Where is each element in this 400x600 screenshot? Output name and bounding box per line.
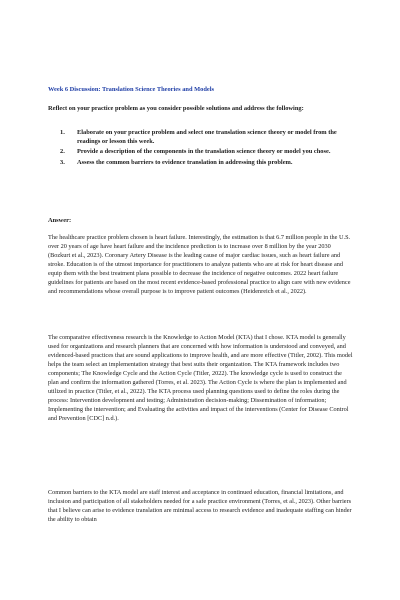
answer-heading: Answer: (48, 217, 72, 224)
list-item-text: Elaborate on your practice problem and select one translation science theory or model from the readings or lesson this week. (77, 129, 337, 146)
list-item (60, 128, 350, 146)
list-item-number: 2. (60, 148, 65, 156)
list-item (60, 158, 350, 167)
answer-paragraph: The healthcare practice problem chosen is heart failure. Interestingly, the estimation is that 6.7 million people in the U.S. over 20 years of age have heart failure and the incidence prediction is to increase over 8 million by the year 2030 (Bozkurt et al., 2023). Coronary Artery Disease is the leading cause of major cardiac issues, such as heart failure and stroke. Education is of the utmost importance for practitioners to analyze patients who are at risk for heart disease and equip them with the best treatment plans possible to decrease the incidence of negative outcomes. 2022 heart failure guidelines for patients are based on the most recent evidence-based professional practice to align care with new evidence and recommendations whose overall purpose is to improve patient outcomes (Heidenreich et al., 2022). (48, 234, 351, 296)
question-list (60, 128, 350, 168)
discussion-prompt: Reflect on your practice problem as you consider possible solutions and address the following: (48, 105, 304, 112)
list-item (60, 147, 350, 156)
list-item-text: Assess the common barriers to evidence translation in addressing this problem. (77, 158, 293, 166)
document-title: Week 6 Discussion: Translation Science Theories and Models (48, 86, 214, 93)
answer-paragraph: The comparative effectiveness research is the Knowledge to Action Model (KTA) that I chose. KTA model is generally used for organizations and research planners that are concerned with how information is understood and conveyed, and evidenced-based practices that are sound applications to improve health, and are more effective (Titler, 2002). This model helps the team select an implementation strategy that best suits their organization. The KTA framework includes two components; The Knowledge Cycle and the Action Cycle (Titler, 2022). The knowledge cycle is used to construct the plan and confirm the information gathered (Torres, et al. 2023). The Action Cycle is where the plan is implemented and utilized in practice (Titler, et al., 2022). The KTA process used planning questions used to define the roles during the process: Intervention development and testing; Administration decision-making; Dissemination of information; Implementing the intervention; and Evaluating the activities and impact of the interventions (Center for Disease Control and Prevention [CDC] n.d.). (48, 334, 353, 423)
list-item-number: 1. (60, 129, 65, 136)
list-item-text: Provide a description of the components in the translation science theory or model you chose. (77, 148, 331, 156)
answer-paragraph: Common barriers to the KTA model are staff interest and acceptance in continued education, financial limitations, and inclusion and participation of all stakeholders needed for a safe practice environment (Torres, et al., 2023). Other barriers that I believe can arise to evidence translation are minimal access to research evidence and inadequate staffing can hinder the ability to obtain (48, 489, 352, 524)
list-item-number: 3. (60, 158, 65, 166)
